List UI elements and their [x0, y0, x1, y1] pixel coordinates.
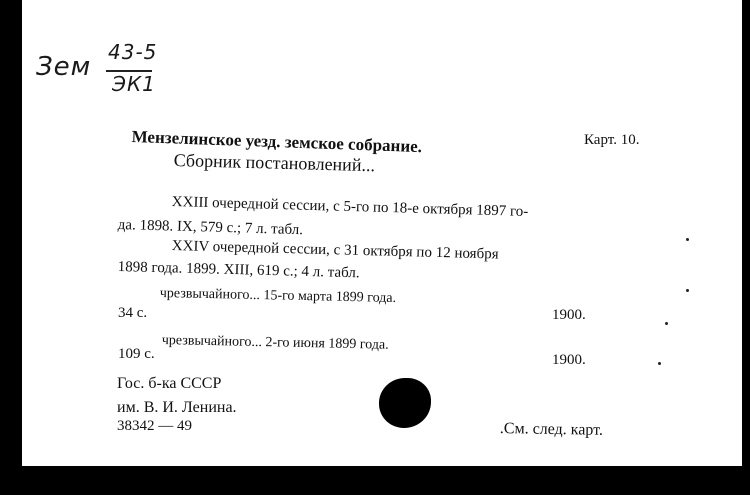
entry-4-pages: 109 с.: [118, 346, 155, 362]
card-title: Мензелинское уезд. земское собрание.: [131, 127, 423, 157]
entry-2-line2: 1898 года. 1899. XIII, 619 с.; 4 л. табл.: [117, 259, 360, 282]
ink-blot: [379, 378, 431, 428]
handwritten-denominator: ЭК1: [112, 72, 156, 96]
speck: [686, 238, 689, 241]
entry-1-line1: XXIII очередной сессии, с 5-го по 18-е октября 1897 го-: [171, 194, 529, 220]
entry-3-line1: чрезвычайного... 15-го марта 1899 года.: [159, 286, 397, 306]
catalog-card: [22, 0, 750, 470]
entry-3-year: 1900.: [552, 307, 586, 323]
handwritten-numerator: 43-5: [108, 40, 158, 64]
library-line2: им. В. И. Ленина.: [117, 399, 237, 416]
entry-2-line1: XXIV очередной сессии, с 31 октября по 12 ноября: [171, 238, 499, 263]
library-line1: Гос. б-ка СССР: [117, 375, 222, 392]
entry-4-line1: чрезвычайного... 2-го июня 1899 года.: [161, 333, 389, 353]
handwritten-prefix: Зем: [36, 52, 92, 82]
scan-edge-right: [742, 0, 750, 495]
entry-4-year: 1900.: [552, 352, 586, 368]
speck: [686, 289, 689, 292]
speck: [665, 322, 668, 325]
scan-edge-bottom: [0, 466, 750, 495]
entry-3-pages: 34 с.: [118, 305, 148, 321]
see-next-card: .См. след. карт.: [499, 420, 604, 439]
entry-1-line2: да. 1898. IX, 579 с.; 7 л. табл.: [117, 217, 304, 239]
card-number: Карт. 10.: [584, 132, 640, 148]
speck: [658, 362, 661, 365]
catalog-number: 38342 — 49: [117, 418, 192, 434]
card-subtitle: Сборник постановлений...: [173, 150, 376, 176]
